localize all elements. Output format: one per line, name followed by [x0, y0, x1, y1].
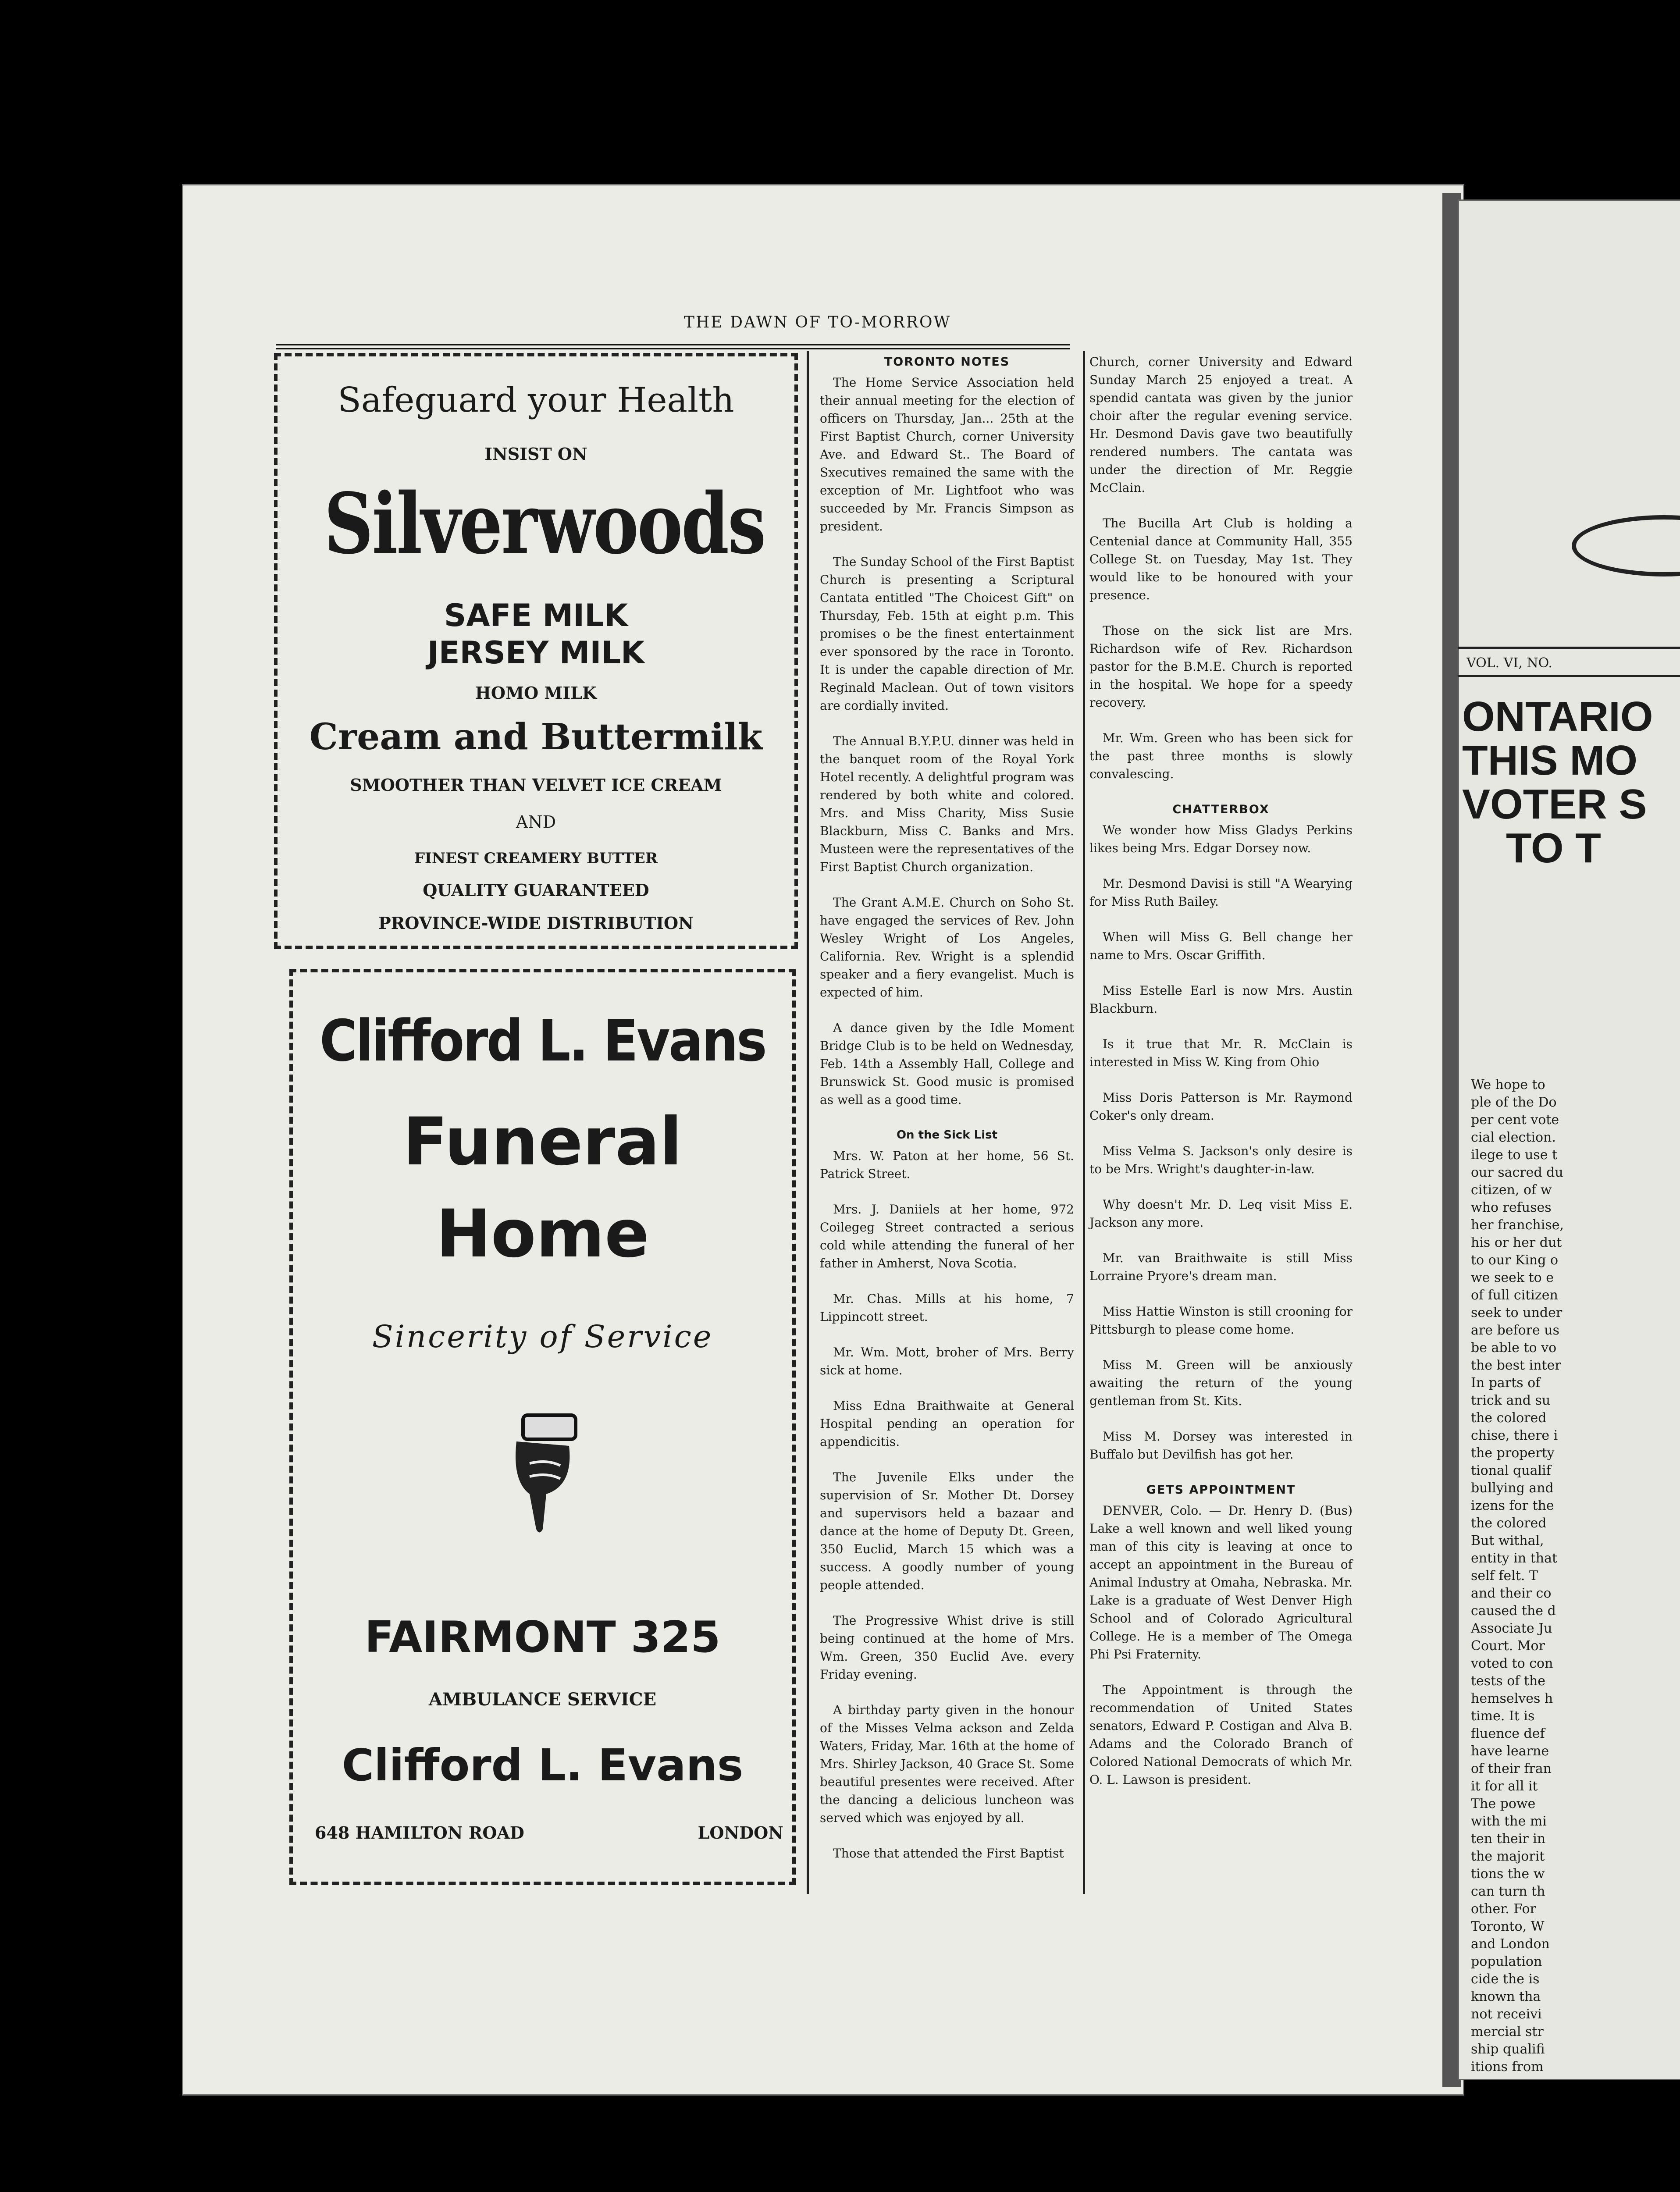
toronto-notes-heading: TORONTO NOTES	[884, 355, 1010, 369]
article-paragraph: Mrs. W. Paton at her home, 56 St. Patrick Street.	[820, 1149, 1074, 1181]
text-line: We hope to	[1471, 1077, 1545, 1092]
text-line: population	[1471, 1954, 1542, 1969]
gossip-item: Why doesn't Mr. D. Leq visit Miss E. Jackson any more.	[1089, 1197, 1353, 1230]
page2-rule	[1458, 647, 1680, 649]
text-line: ship qualifi	[1471, 2042, 1545, 2057]
text-line: hemselves h	[1471, 1691, 1553, 1706]
page2-headline	[1462, 695, 1653, 870]
text-line: of full citizen	[1471, 1288, 1558, 1303]
text-line: voted to con	[1471, 1656, 1553, 1671]
headline-line: VOTER S	[1462, 781, 1647, 828]
text-line: the colored	[1471, 1516, 1547, 1531]
headline-line: ONTARIO	[1462, 693, 1653, 740]
ad-address: 648 HAMILTON ROAD	[315, 1823, 524, 1843]
appointment-heading: GETS APPOINTMENT	[1146, 1483, 1296, 1497]
text-line: the property	[1471, 1445, 1555, 1461]
text-line: ple of the Do	[1471, 1095, 1557, 1110]
evans-funeral-ad	[289, 969, 796, 1885]
text-line: ten their in	[1471, 1831, 1546, 1847]
ad-ambulance: AMBULANCE SERVICE	[428, 1689, 657, 1710]
text-line: per cent vote	[1471, 1112, 1559, 1128]
article-paragraph: The Progressive Whist drive is still being continued at the home of Mrs. Wm. Green, 350 Euclid Ave. every Friday evening.	[820, 1613, 1074, 1682]
text-line: bullying and	[1471, 1480, 1554, 1496]
text-line: the majorit	[1471, 1849, 1545, 1864]
volume-line: VOL. VI, NO.	[1466, 655, 1552, 671]
text-line: who refuses	[1471, 1200, 1552, 1215]
ad-insist: INSIST ON	[484, 444, 587, 464]
text-line: we seek to e	[1471, 1270, 1554, 1285]
text-line: trick and su	[1471, 1393, 1551, 1408]
ad-distribution: PROVINCE-WIDE DISTRIBUTION	[378, 913, 694, 933]
text-line: and London	[1471, 1936, 1550, 1952]
ad-and: AND	[516, 812, 556, 832]
article-paragraph: Mr. Chas. Mills at his home, 7 Lippincott street.	[820, 1292, 1074, 1324]
text-line: be able to vo	[1471, 1340, 1557, 1356]
gossip-item: Mr. Desmond Davisi is still "A Wearying for Miss Ruth Bailey.	[1089, 876, 1353, 909]
article-paragraph: A birthday party given in the honour of the Misses Velma ackson and Zelda Waters, Friday, Mar. 16th at the home of Mrs. Shirley Jackson, 40 Grace St. Some beautiful presentes were received. After the dancing a delicious luncheon was served which was enjoyed by all.	[820, 1703, 1074, 1825]
text-line: tional qualif	[1471, 1463, 1551, 1478]
article-paragraph: The Juvenile Elks under the supervision of Sr. Mother Dt. Dorsey and supervisors held a bazaar and dance at the home of Deputy Dt. Green, 350 Euclid, March 15 which was a success. A goodly number of young people attended.	[820, 1470, 1074, 1592]
article-paragraph: The Home Service Association held their annual meeting for the election of officers on Thursday, Jan... 25th at the First Baptist Church, corner University Ave. and Edward St.. The Board of Sxecutives remained the same with the exception of Mr. Lightfoot who was succeeded by Mr. Francis Simpson as president.	[820, 375, 1074, 534]
article-paragraph: The Sunday School of the First Baptist Church is presenting a Scriptural Cantata entitled "The Choicest Gift" on Thursday, Feb. 15th at eight p.m. This promises o be the finest entertainment ever sponsored by the race in Toronto. It is under the capable direction of Mr. Reginald Maclean. Out of town visitors are cordially invited.	[820, 555, 1074, 713]
headline-line: THIS MO	[1462, 737, 1637, 784]
text-line: Associate Ju	[1471, 1621, 1552, 1636]
text-line: her franchise,	[1471, 1217, 1564, 1233]
text-line: not receivi	[1471, 2007, 1542, 2022]
text-line: ilege to use t	[1471, 1147, 1558, 1163]
ad-brand: Silverwoods	[324, 475, 765, 573]
text-line: are before us	[1471, 1323, 1559, 1338]
text-line: fluence def	[1471, 1726, 1545, 1741]
gossip-item: When will Miss G. Bell change her name to Mrs. Oscar Griffith.	[1089, 930, 1353, 962]
article-paragraph: Miss Edna Braithwaite at General Hospital pending an operation for appendicitis.	[820, 1398, 1074, 1449]
text-line: with the mi	[1471, 1814, 1547, 1829]
text-line: our sacred du	[1471, 1165, 1563, 1180]
text-line: izens for the	[1471, 1498, 1554, 1513]
text-line: other. For	[1471, 1901, 1536, 1917]
text-line: Toronto, W	[1471, 1919, 1545, 1934]
article-paragraph: The Grant A.M.E. Church on Soho St. have engaged the services of Rev. John Wesley Wright of Los Angeles, California. Rev. Wright is a splendid speaker and a fiery evangelist. Much is expected of him.	[820, 895, 1074, 1000]
article-paragraph: The Bucilla Art Club is holding a Centenial dance at Community Hall, 355 College St. on Tuesday, May 1st. They would like to be honoured with your presence.	[1089, 516, 1353, 602]
text-line: it for all it	[1471, 1779, 1538, 1794]
article-paragraph: DENVER, Colo. — Dr. Henry D. (Bus) Lake a well known and well liked young man of this city is leaving at once to accept an appointment in the Bureau of Animal Industry at Omaha, Nebraska. Mr. Lake is a graduate of West Denver High School and of Colorado Agricultural College. He is a member of The Omega Phi Psi Fraternity.	[1089, 1503, 1353, 1662]
ad-phone: FAIRMONT 325	[364, 1612, 721, 1662]
ad-product-jersey-milk: JERSEY MILK	[427, 635, 645, 671]
toronto-notes-column	[820, 353, 1074, 1880]
text-line: cide the is	[1471, 1971, 1540, 1987]
text-line: caused the d	[1471, 1603, 1556, 1619]
text-line: his or her dut	[1471, 1235, 1562, 1250]
gossip-item: Miss Hattie Winston is still crooning for Pittsburgh to please come home.	[1089, 1304, 1353, 1337]
masthead-rule	[276, 344, 1070, 349]
page2-text	[1471, 1076, 1680, 2076]
text-line: In parts of	[1471, 1375, 1541, 1391]
ad-signature: Clifford L. Evans	[342, 1740, 744, 1791]
text-line: But withal,	[1471, 1533, 1544, 1548]
text-line: chise, there i	[1471, 1428, 1558, 1443]
second-column	[1089, 353, 1353, 1806]
sick-list-heading: On the Sick List	[896, 1128, 998, 1142]
article-paragraph: Church, corner University and Edward Sunday March 25 enjoyed a treat. A spendid cantata was given by the junior choir after the regular evening service. Hr. Desmond Davis gave two beautifully rendered numbers. The cantata was under the direction of Mr. Reggie McClain.	[1089, 355, 1353, 495]
column-rule-left	[807, 351, 809, 1894]
silverwoods-ad	[274, 353, 798, 949]
ad-home: Home	[436, 1196, 649, 1272]
text-line: seek to under	[1471, 1305, 1563, 1320]
masthead: THE DAWN OF TO-MORROW	[684, 313, 951, 331]
text-line: itions from	[1471, 2059, 1544, 2075]
gossip-item: Miss Estelle Earl is now Mrs. Austin Blackburn.	[1089, 983, 1353, 1016]
gossip-item: Miss Velma S. Jackson's only desire is to be Mrs. Wright's daughter-in-law.	[1089, 1144, 1353, 1176]
ad-butter: FINEST CREAMERY BUTTER	[414, 850, 658, 867]
article-paragraph: Mr. Wm. Mott, broher of Mrs. Berry sick at home.	[820, 1345, 1074, 1377]
text-line: of their fran	[1471, 1761, 1552, 1776]
masthead-fragment	[1572, 515, 1680, 576]
article-paragraph: A dance given by the Idle Moment Bridge Club is to be held on Wednesday, Feb. 14th a Assembly Hall, College and Brunswick St. Good music is promised as well as a good time.	[820, 1021, 1074, 1107]
ad-tagline: SMOOTHER THAN VELVET ICE CREAM	[350, 775, 722, 795]
ad-product-homo-milk: HOMO MILK	[475, 683, 597, 703]
article-paragraph: Those on the sick list are Mrs. Richardson wife of Rev. Richardson pastor for the B.M.E. Church is reported in the hospital. We hope for a speedy recovery.	[1089, 623, 1353, 710]
gossip-item: Miss M. Green will be anxiously awaiting the return of the young gentleman from St. Kits.	[1089, 1358, 1353, 1408]
text-line: and their co	[1471, 1586, 1552, 1601]
gossip-item: Mr. van Braithwaite is still Miss Lorraine Pryore's dream man.	[1089, 1251, 1353, 1283]
text-line: the best inter	[1471, 1358, 1561, 1373]
ad-quality: QUALITY GUARANTEED	[423, 880, 649, 900]
article-paragraph: The Annual B.Y.P.U. dinner was held in the banquet room of the Royal York Hotel recently. A delightful program was rendered by both white and colored. Mrs. and Miss Charity, Miss Susie Blackburn, Miss C. Banks and Mrs. Musteen were the representatives of the First Baptist Church organization.	[820, 734, 1074, 874]
text-line: can turn th	[1471, 1884, 1545, 1899]
next-page-partial	[1458, 199, 1680, 2080]
headline-line: TO T	[1506, 825, 1601, 872]
text-line: mercial str	[1471, 2024, 1544, 2039]
text-line: tions the w	[1471, 1866, 1545, 1882]
gossip-item: We wonder how Miss Gladys Perkins likes being Mrs. Edgar Dorsey now.	[1089, 823, 1353, 855]
chatterbox-heading: CHATTERBOX	[1172, 803, 1270, 816]
text-line: self felt. T	[1471, 1568, 1538, 1584]
article-paragraph: Mrs. J. Daniiels at her home, 972 Coilegeg Street contracted a serious cold while attending the funeral of her father in Amherst, Nova Scotia.	[820, 1202, 1074, 1270]
ad-evans-logo: Clifford L. Evans	[319, 1007, 766, 1074]
text-line: time. It is	[1471, 1708, 1535, 1724]
text-line: have learne	[1471, 1744, 1549, 1759]
ad-product-cream: Cream and Buttermilk	[309, 716, 763, 758]
gossip-item: Miss M. Dorsey was interested in Buffalo but Devilfish has got her.	[1089, 1429, 1353, 1462]
text-line: Court. Mor	[1471, 1638, 1545, 1654]
ad-product-safe-milk: SAFE MILK	[444, 598, 628, 633]
gossip-item: Is it true that Mr. R. McClain is interested in Miss W. King from Ohio	[1089, 1037, 1353, 1069]
text-line: known tha	[1471, 1989, 1541, 2004]
text-line: to our King o	[1471, 1253, 1559, 1268]
text-line: entity in that	[1471, 1551, 1558, 1566]
article-paragraph: The Appointment is through the recommendation of United States senators, Edward P. Costigan and Alva B. Adams and the Colorado Branch of Colored National Democrats of which Mr. O. L. Lawson is president.	[1089, 1683, 1353, 1787]
ad-city: LONDON	[698, 1823, 783, 1843]
column-rule-right	[1083, 351, 1085, 1894]
ad-motto: Sincerity of Service	[372, 1319, 713, 1355]
pointing-hand-icon	[293, 1411, 792, 1540]
ad-slogan: Safeguard your Health	[338, 381, 734, 420]
ad-funeral: Funeral	[403, 1104, 682, 1180]
page2-rule	[1458, 675, 1680, 677]
gossip-item: Miss Doris Patterson is Mr. Raymond Coker's only dream.	[1089, 1090, 1353, 1123]
text-line: cial election.	[1471, 1130, 1556, 1145]
text-line: The powe	[1471, 1796, 1536, 1811]
article-paragraph: Those that attended the First Baptist	[833, 1846, 1064, 1861]
text-line: citizen, of w	[1471, 1182, 1552, 1198]
article-paragraph: Mr. Wm. Green who has been sick for the past three months is slowly convalescing.	[1089, 731, 1353, 781]
text-line: the colored	[1471, 1410, 1547, 1426]
text-line: tests of the	[1471, 1673, 1546, 1689]
